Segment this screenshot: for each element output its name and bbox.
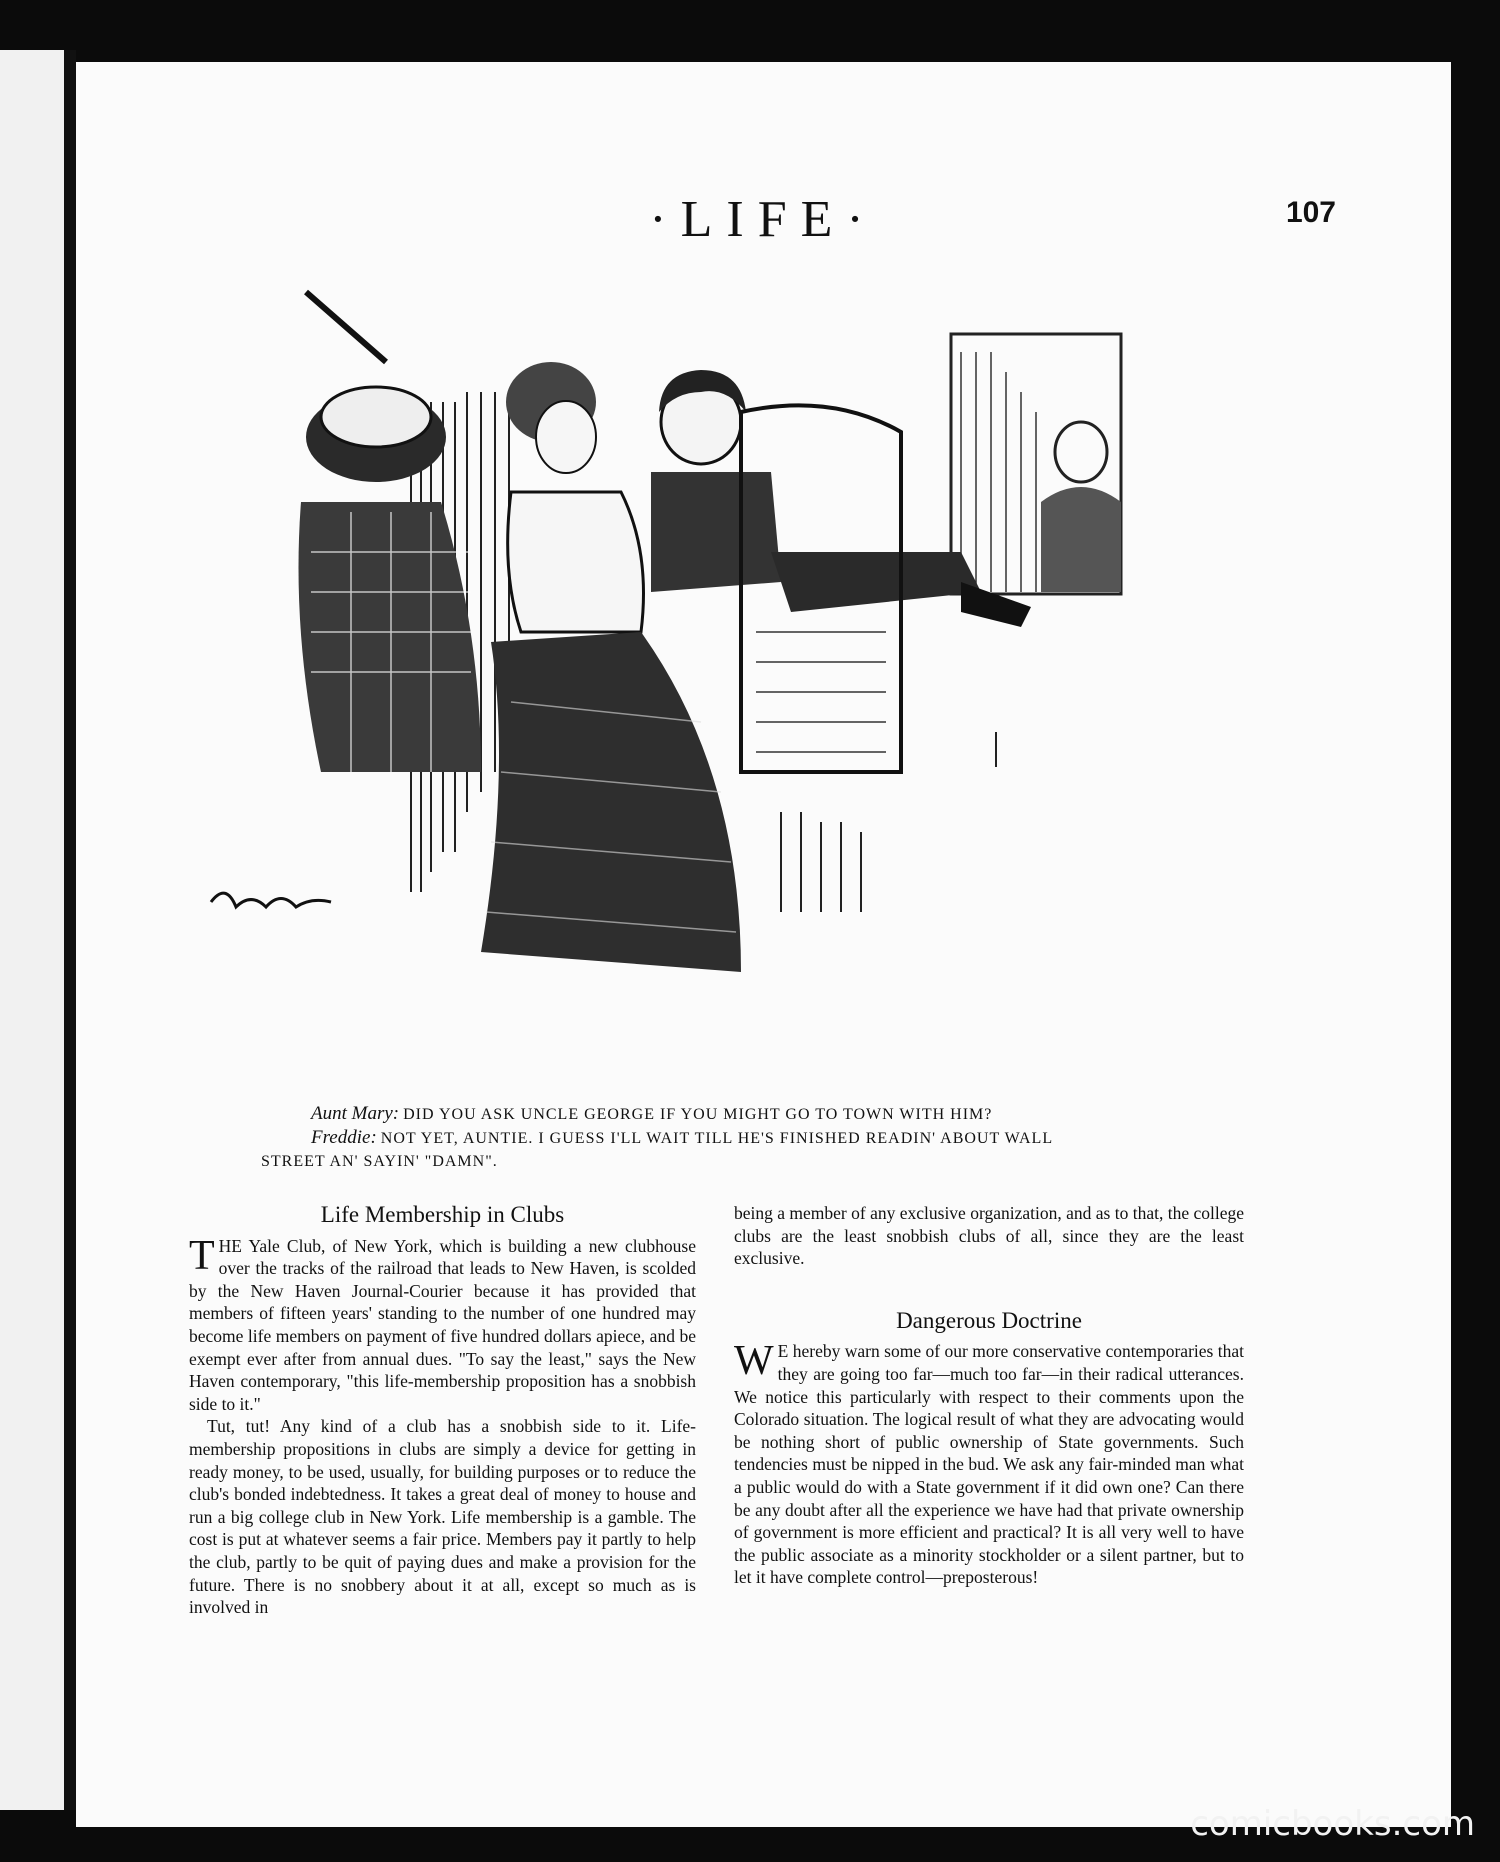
article-paragraph	[189, 1232, 696, 1416]
cartoon-caption	[261, 1102, 1191, 1173]
paragraph-text: E hereby warn some of our more conservative contemporaries that they are going too far—much too far—in their radical utterances. We notice this particularly with respect to their comments upon the Colorado situation. The logical result of what they are advocating would be nothing short of public ownership of State governments. Such tendencies must be nipped in the bud. We ask any fair-minded man what a public would do with a State government if it did own one? Can there be any doubt after all the experience we have had that private ownership of government is more efficient and practical? It is all very well to have the public associate as a minority stockholder or a silent partner, but to let it have complete control—preposterous!	[734, 1341, 1244, 1588]
masthead-title: ·LIFE·	[649, 191, 878, 248]
article-paragraph: Tut, tut! Any kind of a club has a snobbish side to it. Life-membership propositions in clubs are simply a device for getting in ready money, to be used, usually, for building purposes or to reduce the club's bonded indebtedness. It takes a great deal of money to house and run a big college club in New York. Life membership is a gamble. The cost is put at whatever seems a fair price. Members pay it partly to help the club, partly to be quit of paying dues and make a provision for the future. There is no snobbery about it at all, except so much as is involved in	[189, 1416, 696, 1618]
article-paragraph-continued: being a member of any exclusive organization, and as to that, the college clubs are the least snobbish clubs of all, since they are the least exclusive.	[734, 1203, 1244, 1269]
pen-and-ink-drawing-icon	[181, 252, 1181, 1062]
article-paragraph	[734, 1340, 1244, 1589]
site-watermark: comicbooks.com	[1190, 1804, 1475, 1844]
caption-line-1	[311, 1102, 1191, 1126]
page-gutter	[64, 50, 76, 1810]
caption-speaker-1: Aunt Mary:	[311, 1103, 400, 1124]
column-left	[189, 1202, 696, 1619]
magazine-page	[76, 62, 1451, 1827]
caption-text-2: NOT YET, AUNTIE. I GUESS I'LL WAIT TILL HE'S FINISHED READIN' ABOUT WALL	[380, 1130, 1054, 1147]
article-heading-life-membership: Life Membership in Clubs	[320, 1202, 565, 1227]
caption-text-1: DID YOU ASK UNCLE GEORGE IF YOU MIGHT GO TO TOWN WITH HIM?	[403, 1106, 993, 1123]
page-number: 107	[1285, 196, 1336, 229]
article-heading-dangerous-doctrine: Dangerous Doctrine	[896, 1307, 1082, 1333]
caption-text-3: STREET AN' SAYIN' "DAMN".	[261, 1153, 498, 1170]
caption-speaker-2: Freddie:	[311, 1127, 377, 1148]
drop-cap: T	[189, 1232, 215, 1279]
paragraph-text: HE Yale Club, of New York, which is building a new clubhouse over the tracks of the railroad that leads to New Haven, is scolded by the New Haven Journal-Courier because it has provided that members of fifteen years' standing to the number of one hundred may become life members on payment of five hundred dollars apiece, and be exempt ever after from annual dues. "To say the least," says the New Haven contemporary, "this life-membership proposition has a snobbish side to it."	[189, 1235, 696, 1414]
column-right	[734, 1202, 1244, 1589]
drop-cap: W	[734, 1338, 774, 1385]
facing-page-edge	[0, 50, 66, 1810]
caption-line-2	[311, 1126, 1191, 1150]
